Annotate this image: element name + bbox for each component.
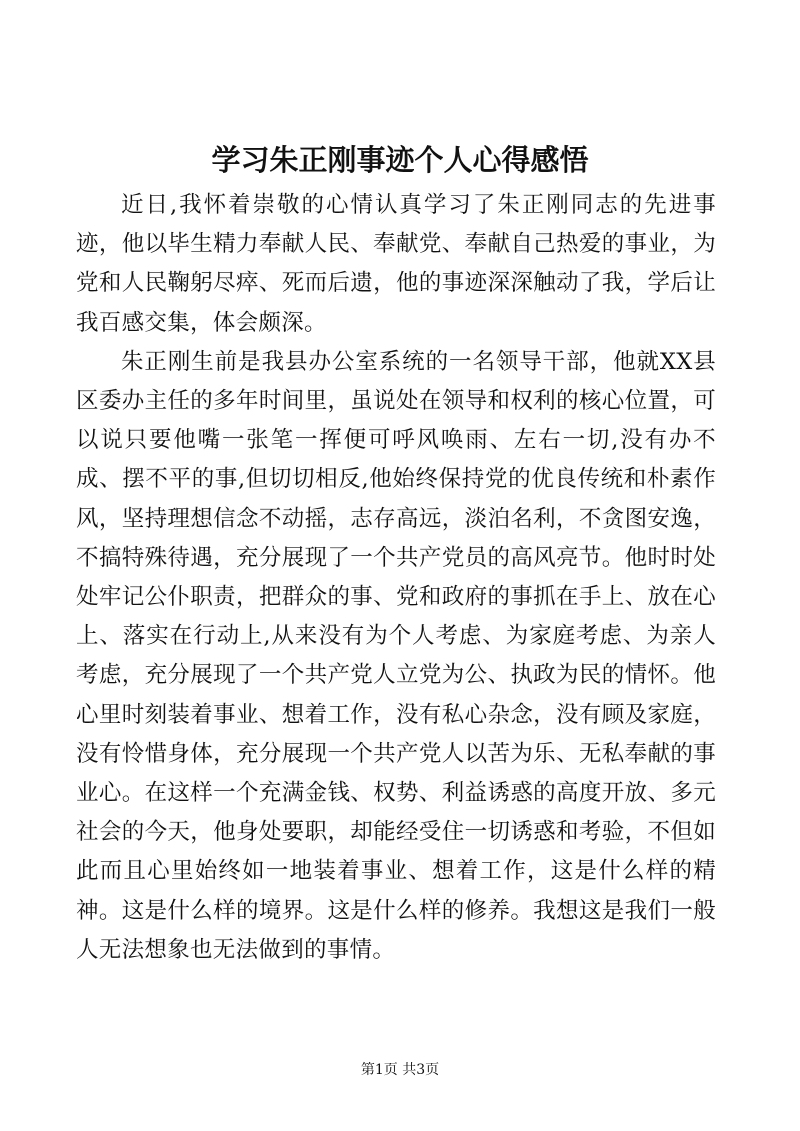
paragraph-intro: 近日,我怀着崇敬的心情认真学习了朱正刚同志的先进事迹，他以毕生精力奉献人民、奉献党、奉献自己热爱的事业，为党和人民鞠躬尽瘁、死而后遗，他的事迹深深触动了我，学后让我百感交集，体会颇深。 [76,192,716,336]
page-footer: 第1页 共3页 [360,1062,440,1078]
document-body [76,186,716,970]
page-title: 学习朱正刚事迹个人心得感悟 [211,143,589,177]
paragraph-main: 朱正刚生前是我县办公室系统的一名领导干部，他就XX县区委办主任的多年时间里，虽说处在领导和权利的核心位置，可以说只要他嘴一张笔一挥便可呼风唤雨、左右一切,没有办不成、摆不平的事,但切切相反,他始终保持党的优良传统和朴素作风，坚持理想信念不动摇，志存高远，淡泊名利，不贪图安逸，不搞特殊待遇，充分展现了一个共产党员的高风亮节。他时时处处牢记公仆职责，把群众的事、党和政府的事抓在手上、放在心上、落实在行动上,从来没有为个人考虑、为家庭考虑、为亲人考虑，充分展现了一个共产党人立党为公、执政为民的情怀。他心里时刻装着事业、想着工作，没有私心杂念，没有顾及家庭，没有怜惜身体，充分展现一个共产党人以苦为乐、无私奉献的事业心。在这样一个充满金钱、权势、利益诱惑的高度开放、多元社会的今天，他身处要职，却能经受住一切诱惑和考验，不但如此而且心里始终如一地装着事业、想着工作，这是什么样的精神。这是什么样的境界。这是什么样的修养。我想这是我们一般人无法想象也无法做到的事情。 [76,348,716,963]
